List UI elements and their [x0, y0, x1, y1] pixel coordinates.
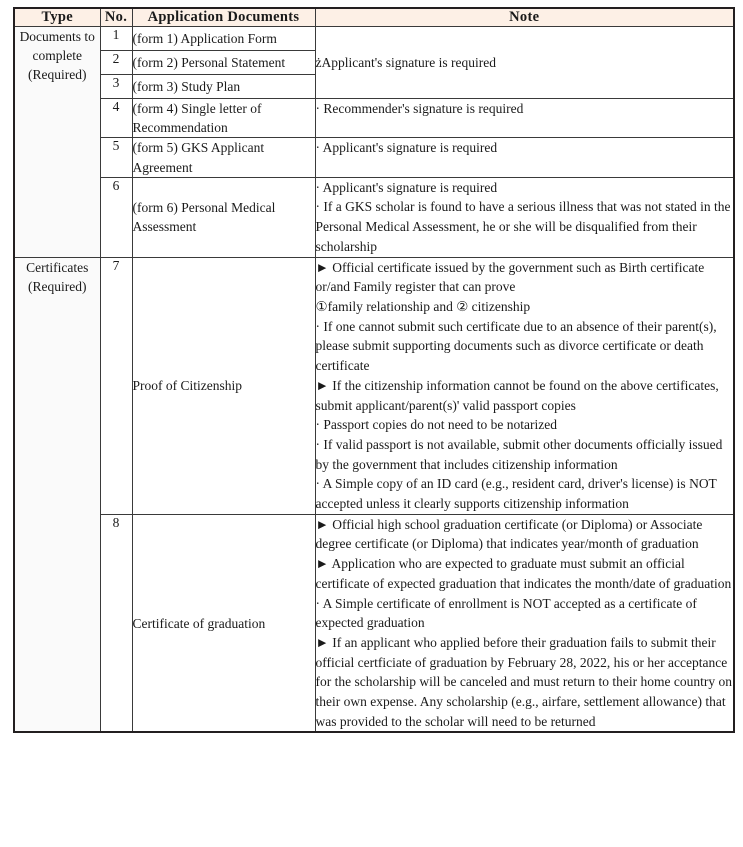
type-label-line: (Required) [28, 278, 87, 294]
table-body [14, 26, 734, 732]
row-number: 7 [100, 257, 132, 514]
table-row [14, 177, 734, 257]
note-line: · If a GKS scholar is found to have a serious illness that was not stated in the Personal Medical Assessment, he or she will be disqualified from their scholarship [315, 199, 731, 254]
note-line: · Recommender's signature is required [315, 101, 524, 117]
note-row-5 [315, 138, 734, 177]
document-name: Certificate of graduation [132, 514, 315, 732]
column-header-note: Note [315, 8, 734, 26]
document-name: (form 3) Study Plan [132, 74, 315, 98]
table-row [14, 257, 734, 514]
row-number: 8 [100, 514, 132, 732]
note-merged-rows-1-3 [315, 26, 734, 98]
table-row [14, 514, 734, 732]
row-number: 6 [100, 177, 132, 257]
note-line: ► If the citizenship information cannot be found on the above certificates, submit applicant/parent(s)' valid passport copies [315, 377, 719, 413]
note-line: ► Application who are expected to graduate must submit an official certificate of expected graduation that indicates the month/date of graduation [315, 556, 732, 591]
type-label-line: Documents to [19, 28, 95, 44]
table-header [14, 8, 734, 26]
note-line: · A Simple copy of an ID card (e.g., resident card, driver's license) is NOT accepted unless it clearly supports citizenship information [315, 476, 717, 512]
note-row-8 [315, 514, 734, 732]
document-name: Proof of Citizenship [132, 257, 315, 514]
row-number: 2 [100, 50, 132, 74]
document-name: (form 4) Single letter of Recommendation [132, 99, 315, 138]
note-line: · If valid passport is not available, submit other documents officially issued by the government that includes citizenship information [315, 436, 723, 472]
note-line: · Passport copies do not need to be notarized [315, 417, 557, 433]
table-row [14, 138, 734, 177]
table-row [14, 99, 734, 138]
column-header-type: Type [14, 8, 100, 26]
note-row-6 [315, 177, 734, 257]
type-label-line: Certificates [26, 259, 89, 275]
section-type-certificates [14, 257, 100, 732]
type-label-line: complete [32, 47, 82, 63]
header-row [14, 8, 734, 26]
note-row-4 [315, 99, 734, 138]
column-header-no: No. [100, 8, 132, 26]
note-row-7 [315, 257, 734, 514]
note-line: · If one cannot submit such certificate due to an absence of their parent(s), please submit supporting documents such as divorce certificate or death certificate [315, 318, 717, 374]
section-type-documents-to-complete [14, 26, 100, 257]
document-name: (form 6) Personal Medical Assessment [132, 177, 315, 257]
type-label-line: (Required) [28, 66, 87, 82]
row-number: 1 [100, 26, 132, 50]
note-line: ► Official high school graduation certificate (or Diploma) or Associate degree certificate (or Diploma) that indicates year/month of graduation [315, 516, 703, 552]
document-name: (form 1) Application Form [132, 26, 315, 50]
note-line: · A Simple certificate of enrollment is NOT accepted as a certificate of expected graduation [315, 595, 697, 631]
note-line: · Applicant's signature is required [315, 179, 498, 195]
note-line: ①family relationship and ② citizenship [315, 298, 531, 314]
document-name: (form 2) Personal Statement [132, 50, 315, 74]
note-line: ► If an applicant who applied before their graduation fails to submit their official certficiate of graduation by February 28, 2022, his or her acceptance for the scholarship will be canceled and must return to their home country on their own expense. Any scholarship (e.g., airfare, settlement allowance) that was provided to the scholar will need to be returned [315, 634, 733, 729]
table-row [14, 26, 734, 50]
document-name: (form 5) GKS Applicant Agreement [132, 138, 315, 177]
row-number: 5 [100, 138, 132, 177]
row-number: 4 [100, 99, 132, 138]
row-number: 3 [100, 74, 132, 98]
note-line: · Applicant's signature is required [315, 140, 498, 156]
note-line: żApplicant's signature is required [315, 54, 497, 70]
column-header-documents: Application Documents [132, 8, 315, 26]
note-line: ► Official certificate issued by the government such as Birth certificate or/and Family register that can prove [315, 259, 705, 295]
application-documents-table [13, 7, 735, 733]
